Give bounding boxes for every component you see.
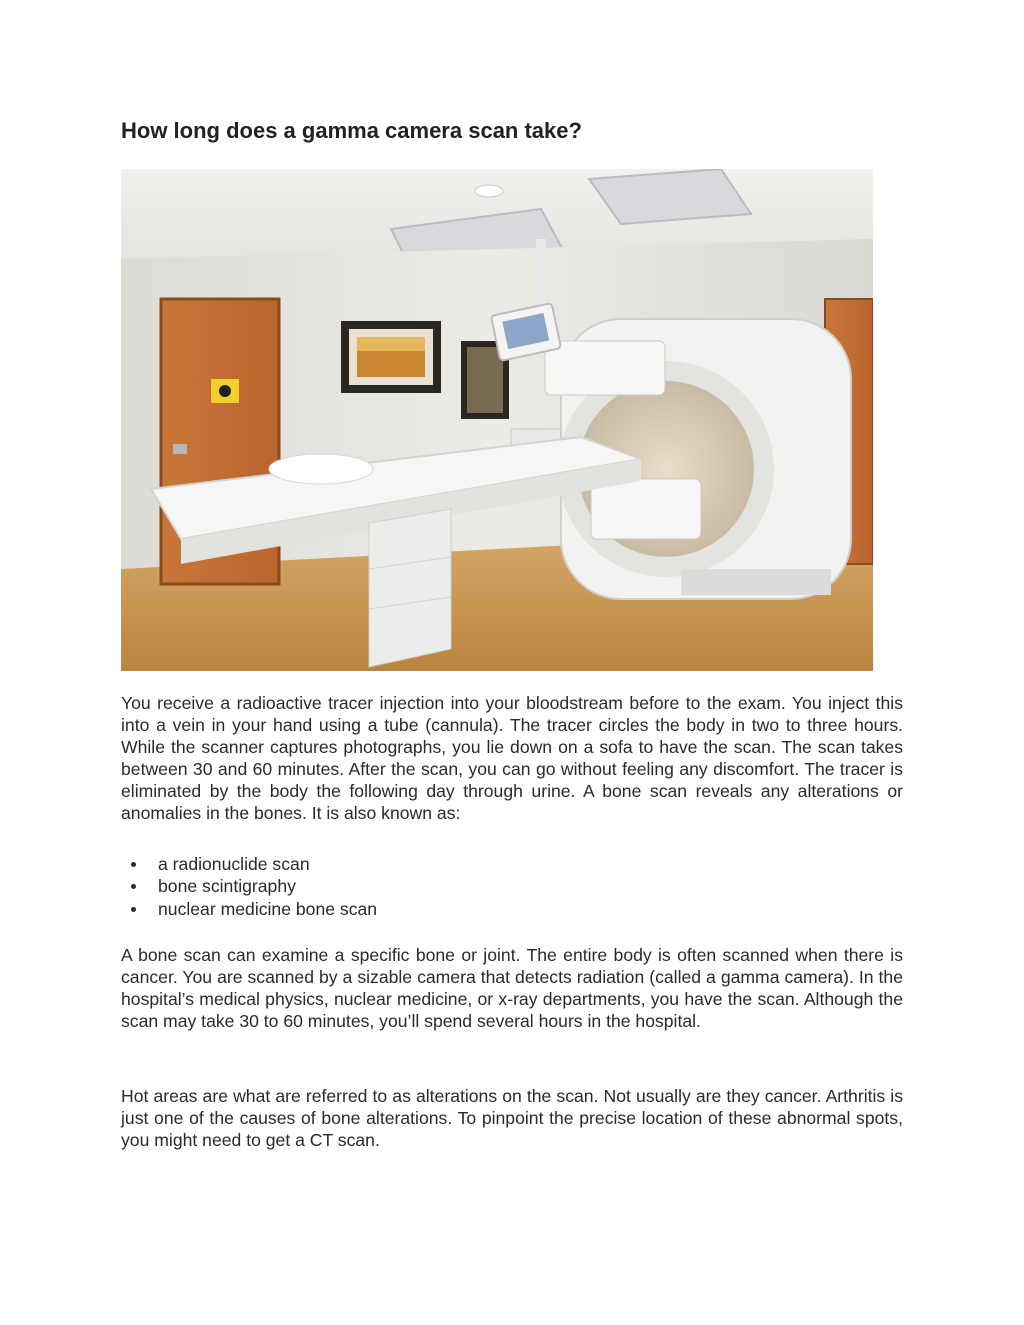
scan-details-paragraph: A bone scan can examine a specific bone or joint. The entire body is often scanned when there is cancer. You are scanned by a sizable camera that detects radiation (called a gamma camera). In the hospital’s medical physics, nuclear medicine, or x-ray departments, you have the scan. Although the scan may take 30 to 60 minutes, you’ll spend several hours in the hospital. <box>121 945 903 1031</box>
list-item-text: a radionuclide scan <box>158 854 310 874</box>
list-item <box>121 875 903 897</box>
scanner-room-photo <box>121 169 873 671</box>
bullet-icon <box>131 862 136 867</box>
list-item <box>121 853 903 875</box>
bullet-icon <box>131 884 136 889</box>
bullet-icon <box>131 907 136 912</box>
hot-areas-paragraph: Hot areas are what are referred to as alterations on the scan. Not usually are they cancer. Arthritis is just one of the causes of bone alterations. To pinpoint the precise location of these abnormal spots, you might need to get a CT scan. <box>121 1086 903 1150</box>
list-item-text: bone scintigraphy <box>158 876 296 897</box>
intro-paragraph: You receive a radioactive tracer injection into your bloodstream before to the exam. You inject this into a vein in your hand using a tube (cannula). The tracer circles the body in two to three hours. While the scanner captures photographs, you lie down on a sofa to have the scan. The scan takes between 30 and 60 minutes. After the scan, you can go without feeling any discomfort. The tracer is eliminated by the body the following day through urine. A bone scan reveals any alterations or anomalies in the bones. It is also known as: <box>121 693 903 823</box>
alias-list <box>121 853 903 920</box>
list-item <box>121 898 903 920</box>
list-item-text: nuclear medicine bone scan <box>158 898 378 919</box>
page-title: How long does a gamma camera scan take? <box>121 118 582 143</box>
